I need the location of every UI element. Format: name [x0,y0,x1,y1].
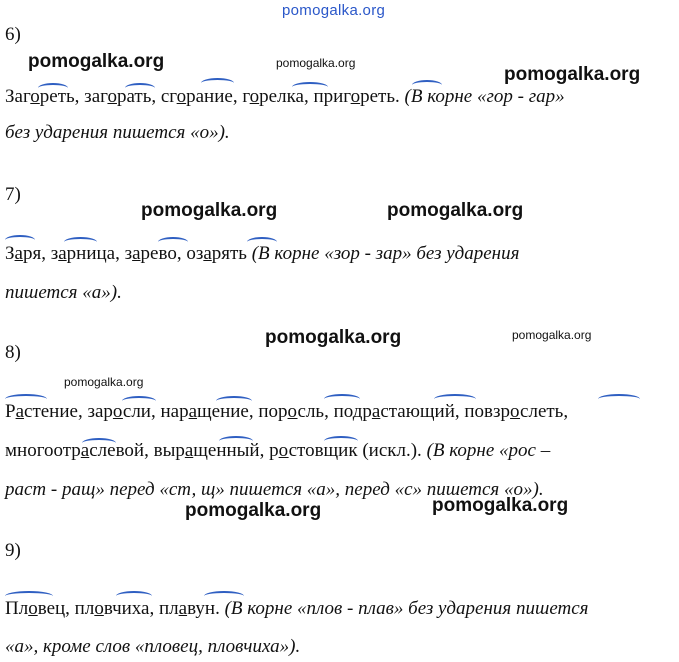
watermark: pomogalka.org [265,327,402,348]
word-text: рать, сг [116,86,177,107]
watermark: pomogalka.org [28,51,165,72]
section-number-8: 8) [5,342,21,363]
root-vowel: о [112,401,123,422]
root-vowel: о [30,86,40,107]
word-text: вун. [187,598,225,619]
watermark: pomogalka.org [64,375,144,389]
word-text: реть. [360,86,405,107]
section-6-line-2 [5,122,230,144]
root-arc [201,78,234,88]
word-text: реть, заг [39,86,108,107]
section-8-line-3 [5,479,544,501]
root-vowel: о [107,86,117,107]
word-text: рево, оз [140,243,204,264]
root-arc [216,396,252,406]
word-text: щение, пор [197,401,288,422]
watermark: pomogalka.org [276,56,356,70]
watermark-top: pomogalka.org [282,2,386,19]
section-9-line-1 [5,598,588,620]
word-text: щенный, р [193,440,279,461]
root-arc [5,235,35,245]
watermark: pomogalka.org [504,64,641,85]
rule-text: раст - ращ» перед «ст, щ» пишется «а», перед «с» пишется «о»). [5,479,544,500]
root-arc [158,237,188,247]
watermark: pomogalka.org [432,495,569,516]
root-vowel: о [287,401,298,422]
section-number-6: 6) [5,24,21,45]
section-6-line-1 [5,86,565,108]
section-7-line-2 [5,282,122,304]
root-vowel: а [203,243,212,264]
word-text: слевой, выр [89,440,185,461]
root-vowel: а [178,598,188,619]
root-arc [292,82,328,92]
root-arc [5,591,53,601]
root-arc [5,394,47,404]
root-arc [434,394,476,404]
watermark: pomogalka.org [141,200,278,221]
section-number-7: 7) [5,184,21,205]
root-vowel: о [94,598,104,619]
root-vowel: о [510,401,521,422]
root-arc [125,83,155,93]
word-text: сль, подр [297,401,372,422]
watermark: pomogalka.org [185,500,322,521]
rule-text: пишется «а»). [5,282,122,303]
word-text: вец, пл [37,598,95,619]
word-text: релка, приг [259,86,351,107]
rule-text: «а», кроме слов «пловец, пловчиха»). [5,636,301,657]
word-text: вчиха, пл [103,598,179,619]
root-arc [324,394,360,404]
word-text: стение, зар [24,401,113,422]
root-arc [82,438,116,448]
root-vowel: а [80,440,90,461]
root-arc [116,591,152,601]
root-arc [38,83,68,93]
rule-text: (В корне «плов - плав» без ударения пишется [224,598,589,619]
section-9-line-2 [5,636,300,658]
word-text: стающий, повзр [380,401,511,422]
root-arc [324,436,358,446]
word-text: рание, г [186,86,250,107]
rule-text: (В корне «зор - зар» без ударения [251,243,520,264]
word-text: слеть, [520,401,569,422]
root-arc [412,80,442,90]
word-text: стовщик (искл.). [288,440,427,461]
root-vowel: о [176,86,187,107]
root-vowel: а [184,440,194,461]
word-text: ря, з [22,243,59,264]
watermark: pomogalka.org [387,200,524,221]
section-8-line-1 [5,401,568,423]
word-text: рять [211,243,252,264]
root-vowel: о [350,86,361,107]
watermark: pomogalka.org [512,328,592,342]
root-arc [122,396,156,406]
root-arc [247,237,277,247]
word-text: рница, з [66,243,133,264]
root-arc [204,591,244,601]
root-vowel: а [188,401,198,422]
word-text: многоотр [5,440,81,461]
word-text: Пл [5,598,29,619]
word-text: сли, нар [122,401,189,422]
root-vowel: а [15,401,25,422]
word-text: З [5,243,15,264]
root-vowel: а [58,243,67,264]
root-vowel: а [132,243,141,264]
root-vowel: о [278,440,289,461]
root-arc [219,436,253,446]
root-vowel: о [28,598,38,619]
word-text: Р [5,401,16,422]
word-text: Заг [5,86,31,107]
root-vowel: а [371,401,381,422]
rule-text: без ударения пишется «о»). [5,122,230,143]
section-number-9: 9) [5,540,21,561]
root-vowel: а [14,243,23,264]
rule-text: (В корне «гор - гар» [404,86,565,107]
rule-text: (В корне «рос – [426,440,551,461]
root-vowel: о [249,86,260,107]
root-arc [598,394,640,404]
root-arc [64,237,97,247]
